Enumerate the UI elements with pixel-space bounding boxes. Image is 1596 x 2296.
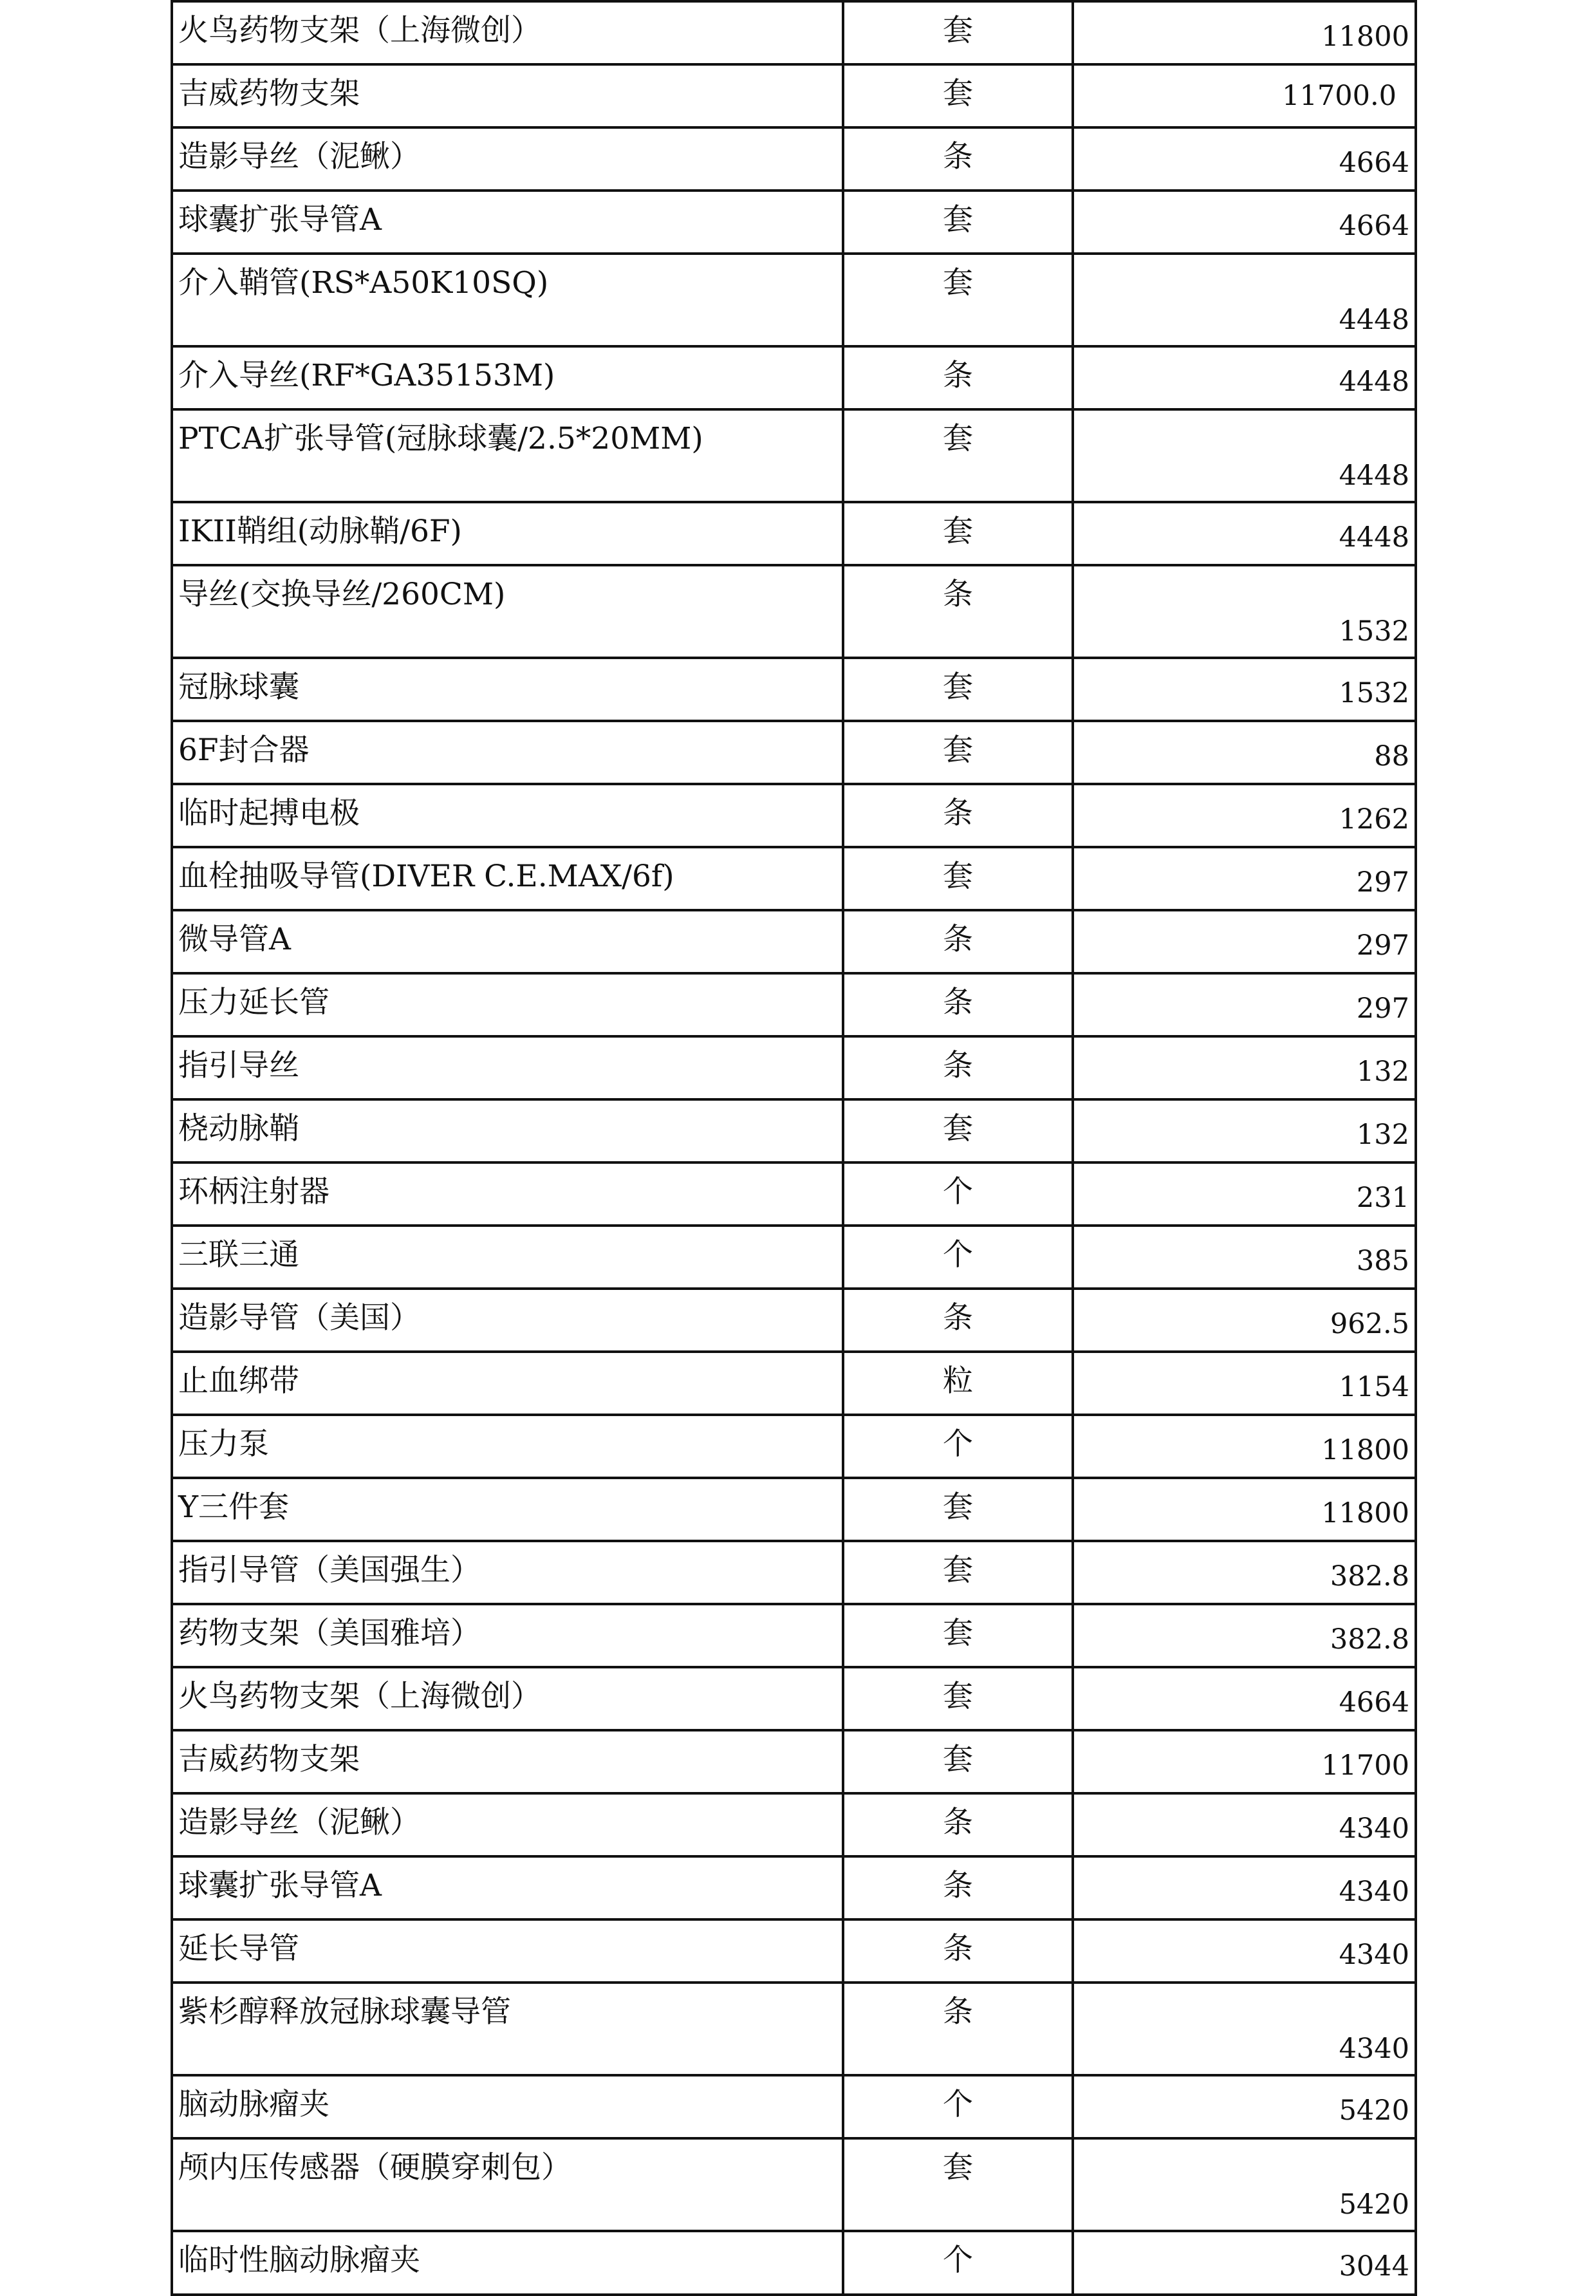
unit-text: 条 — [943, 139, 973, 174]
unit-text: 条 — [943, 1805, 973, 1840]
price-cell — [1073, 1415, 1416, 1478]
item-name-text: 造影导管（美国） — [178, 1300, 420, 1336]
item-name-text: 吉威药物支架 — [178, 1742, 360, 1777]
item-name-text: 介入导丝(RF*GA35153M) — [178, 358, 555, 393]
item-name-cell — [172, 2231, 843, 2295]
unit-text: 套 — [943, 669, 973, 705]
unit-text: 条 — [943, 922, 973, 957]
price-cell — [1073, 502, 1416, 565]
price-text: 382.8 — [1330, 1623, 1409, 1656]
price-text: 962.5 — [1330, 1308, 1409, 1340]
unit-cell — [843, 1793, 1073, 1856]
unit-text: 条 — [943, 796, 973, 831]
item-name-text: 临时起搏电极 — [178, 796, 360, 831]
unit-cell — [843, 1352, 1073, 1415]
unit-text: 个 — [943, 1174, 973, 1209]
unit-cell — [843, 1730, 1073, 1793]
price-cell — [1073, 1856, 1416, 1919]
price-cell — [1073, 565, 1416, 658]
item-name-text: 脑动脉瘤夹 — [178, 2087, 329, 2122]
table-row — [172, 1541, 1416, 1604]
unit-text: 条 — [943, 985, 973, 1020]
price-cell — [1073, 1604, 1416, 1667]
price-text: 4340 — [1339, 1813, 1409, 1845]
price-text: 4448 — [1339, 460, 1409, 492]
price-cell — [1073, 1099, 1416, 1162]
item-name-text: 指引导丝 — [178, 1048, 299, 1083]
unit-text: 套 — [943, 265, 973, 301]
unit-cell — [843, 1036, 1073, 1099]
item-name-text: PTCA扩张导管(冠脉球囊/2.5*20MM) — [178, 421, 703, 456]
item-name-text: 导丝(交换导丝/260CM) — [178, 577, 506, 612]
item-name-cell — [172, 1478, 843, 1541]
unit-cell — [843, 1983, 1073, 2075]
price-text: 88 — [1374, 740, 1409, 772]
table-row — [172, 1099, 1416, 1162]
unit-cell — [843, 1604, 1073, 1667]
item-name-text: 桡动脉鞘 — [178, 1111, 299, 1146]
unit-cell — [843, 127, 1073, 191]
price-cell — [1073, 2138, 1416, 2231]
table-row — [172, 721, 1416, 784]
table-row — [172, 847, 1416, 910]
price-text: 11800 — [1321, 1497, 1409, 1529]
price-cell — [1073, 1289, 1416, 1352]
item-name-cell — [172, 64, 843, 127]
table-row — [172, 2075, 1416, 2138]
unit-text: 套 — [943, 202, 973, 238]
table-row — [172, 1604, 1416, 1667]
unit-text: 套 — [943, 514, 973, 549]
price-cell — [1073, 346, 1416, 409]
unit-cell — [843, 1541, 1073, 1604]
unit-text: 条 — [943, 1931, 973, 1966]
price-cell — [1073, 910, 1416, 973]
price-text: 382.8 — [1330, 1560, 1409, 1592]
unit-cell — [843, 1856, 1073, 1919]
unit-text: 套 — [943, 421, 973, 456]
item-name-text: 血栓抽吸导管(DIVER C.E.MAX/6f) — [178, 859, 674, 894]
unit-cell — [843, 973, 1073, 1036]
price-text: 1532 — [1339, 615, 1409, 648]
price-cell — [1073, 1541, 1416, 1604]
item-name-text: Y三件套 — [178, 1489, 290, 1525]
item-name-text: 压力延长管 — [178, 985, 329, 1020]
price-text: 132 — [1356, 1119, 1409, 1151]
table-row — [172, 1793, 1416, 1856]
unit-text: 个 — [943, 1426, 973, 1462]
price-text: 297 — [1356, 866, 1409, 899]
price-text: 385 — [1356, 1245, 1409, 1277]
item-name-cell — [172, 409, 843, 502]
unit-text: 个 — [943, 2087, 973, 2122]
price-text: 5420 — [1339, 2189, 1409, 2221]
unit-text: 条 — [943, 358, 973, 393]
item-name-text: 临时性脑动脉瘤夹 — [178, 2243, 420, 2278]
unit-cell — [843, 1, 1073, 64]
item-name-cell — [172, 658, 843, 721]
unit-cell — [843, 1162, 1073, 1226]
table-row — [172, 1415, 1416, 1478]
item-name-text: 火鸟药物支架（上海微创） — [178, 13, 541, 48]
unit-text: 套 — [943, 733, 973, 768]
unit-text: 套 — [943, 1616, 973, 1651]
unit-cell — [843, 658, 1073, 721]
unit-cell — [843, 784, 1073, 847]
item-name-cell — [172, 2075, 843, 2138]
unit-text: 条 — [943, 1048, 973, 1083]
price-text: 11800 — [1321, 1434, 1409, 1466]
table-row — [172, 1, 1416, 64]
price-table — [171, 0, 1417, 2296]
price-text: 1532 — [1339, 677, 1409, 709]
item-name-cell — [172, 1352, 843, 1415]
unit-text: 套 — [943, 2150, 973, 2185]
price-text: 1262 — [1339, 803, 1409, 835]
unit-text: 套 — [943, 1553, 973, 1588]
price-cell — [1073, 1667, 1416, 1730]
price-cell — [1073, 847, 1416, 910]
price-cell — [1073, 1162, 1416, 1226]
unit-cell — [843, 254, 1073, 346]
item-name-cell — [172, 2138, 843, 2231]
item-name-cell — [172, 1289, 843, 1352]
table-row — [172, 254, 1416, 346]
table-row — [172, 1983, 1416, 2075]
item-name-text: 冠脉球囊 — [178, 669, 299, 705]
table-row — [172, 1667, 1416, 1730]
table-row — [172, 784, 1416, 847]
price-cell — [1073, 1919, 1416, 1983]
unit-cell — [843, 64, 1073, 127]
item-name-text: 药物支架（美国雅培） — [178, 1616, 481, 1651]
price-cell — [1073, 721, 1416, 784]
table-row — [172, 1036, 1416, 1099]
item-name-cell — [172, 1604, 843, 1667]
item-name-text: 微导管A — [178, 922, 291, 957]
price-text: 297 — [1356, 929, 1409, 962]
price-text: 4340 — [1339, 2033, 1409, 2065]
price-text: 4664 — [1339, 147, 1409, 179]
unit-cell — [843, 1099, 1073, 1162]
item-name-text: 紫杉醇释放冠脉球囊导管 — [178, 1994, 511, 2030]
price-cell — [1073, 64, 1416, 127]
table-row — [172, 658, 1416, 721]
item-name-text: 环柄注射器 — [178, 1174, 329, 1209]
item-name-text: 火鸟药物支架（上海微创） — [178, 1679, 541, 1714]
price-cell — [1073, 973, 1416, 1036]
item-name-cell — [172, 1793, 843, 1856]
unit-text: 套 — [943, 13, 973, 48]
item-name-text: 造影导丝（泥鳅） — [178, 139, 420, 174]
item-name-cell — [172, 1919, 843, 1983]
item-name-cell — [172, 1036, 843, 1099]
item-name-cell — [172, 1541, 843, 1604]
unit-cell — [843, 565, 1073, 658]
table-row — [172, 409, 1416, 502]
item-name-cell — [172, 254, 843, 346]
unit-text: 条 — [943, 577, 973, 612]
unit-text: 套 — [943, 1111, 973, 1146]
unit-text: 条 — [943, 1868, 973, 1903]
unit-cell — [843, 910, 1073, 973]
unit-text: 套 — [943, 859, 973, 894]
unit-cell — [843, 2231, 1073, 2295]
unit-cell — [843, 1415, 1073, 1478]
unit-text: 套 — [943, 1679, 973, 1714]
item-name-cell — [172, 847, 843, 910]
table-row — [172, 973, 1416, 1036]
price-text: 5420 — [1339, 2095, 1409, 2127]
item-name-text: 6F封合器 — [178, 733, 310, 768]
table-row — [172, 64, 1416, 127]
unit-text: 套 — [943, 76, 973, 111]
price-cell — [1073, 254, 1416, 346]
item-name-cell — [172, 721, 843, 784]
unit-cell — [843, 2138, 1073, 2231]
item-name-text: 介入鞘管(RS*A50K10SQ) — [178, 265, 549, 301]
table-row — [172, 346, 1416, 409]
unit-cell — [843, 502, 1073, 565]
unit-cell — [843, 721, 1073, 784]
unit-cell — [843, 1226, 1073, 1289]
table-row — [172, 1919, 1416, 1983]
price-cell — [1073, 2075, 1416, 2138]
unit-text: 条 — [943, 1300, 973, 1336]
table-row — [172, 910, 1416, 973]
price-text: 4448 — [1339, 304, 1409, 336]
price-text: 1154 — [1339, 1371, 1409, 1403]
price-text: 11700 — [1321, 1750, 1409, 1782]
price-text: 4664 — [1339, 210, 1409, 242]
price-text: 11800 — [1321, 21, 1409, 53]
item-name-cell — [172, 127, 843, 191]
table-row — [172, 1289, 1416, 1352]
item-name-text: 颅内压传感器（硬膜穿刺包） — [178, 2150, 571, 2185]
item-name-text: 延长导管 — [178, 1931, 299, 1966]
table-row — [172, 2231, 1416, 2295]
unit-cell — [843, 191, 1073, 254]
price-cell — [1073, 1036, 1416, 1099]
unit-cell — [843, 1919, 1073, 1983]
item-name-text: 指引导管（美国强生） — [178, 1553, 481, 1588]
item-name-cell — [172, 1, 843, 64]
item-name-cell — [172, 1099, 843, 1162]
price-cell — [1073, 1793, 1416, 1856]
unit-cell — [843, 1289, 1073, 1352]
unit-text: 套 — [943, 1489, 973, 1525]
price-cell — [1073, 1352, 1416, 1415]
price-cell — [1073, 409, 1416, 502]
unit-text: 个 — [943, 2243, 973, 2278]
price-cell — [1073, 191, 1416, 254]
item-name-cell — [172, 191, 843, 254]
price-cell — [1073, 1478, 1416, 1541]
price-text: 4340 — [1339, 1939, 1409, 1971]
price-text: 132 — [1356, 1056, 1409, 1088]
item-name-text: 三联三通 — [178, 1237, 299, 1273]
price-cell — [1073, 658, 1416, 721]
item-name-cell — [172, 973, 843, 1036]
item-name-cell — [172, 1730, 843, 1793]
unit-cell — [843, 346, 1073, 409]
item-name-text: 球囊扩张导管A — [178, 1868, 382, 1903]
item-name-text: 止血绑带 — [178, 1363, 299, 1399]
price-cell — [1073, 784, 1416, 847]
price-text: 4664 — [1339, 1686, 1409, 1719]
item-name-cell — [172, 1983, 843, 2075]
table-row — [172, 1856, 1416, 1919]
table-row — [172, 1162, 1416, 1226]
item-name-text: IKII鞘组(动脉鞘/6F) — [178, 514, 462, 549]
item-name-cell — [172, 1415, 843, 1478]
item-name-cell — [172, 784, 843, 847]
table-row — [172, 1352, 1416, 1415]
table-row — [172, 127, 1416, 191]
item-name-cell — [172, 565, 843, 658]
unit-cell — [843, 2075, 1073, 2138]
unit-cell — [843, 1667, 1073, 1730]
item-name-cell — [172, 910, 843, 973]
unit-cell — [843, 847, 1073, 910]
price-text: 4340 — [1339, 1876, 1409, 1908]
item-name-text: 球囊扩张导管A — [178, 202, 382, 238]
table-row — [172, 1226, 1416, 1289]
price-cell — [1073, 1226, 1416, 1289]
table-row — [172, 1478, 1416, 1541]
price-text: 11700.0 — [1282, 80, 1396, 112]
price-text: 4448 — [1339, 366, 1409, 398]
item-name-cell — [172, 1162, 843, 1226]
unit-text: 个 — [943, 1237, 973, 1273]
item-name-cell — [172, 1856, 843, 1919]
item-name-cell — [172, 502, 843, 565]
price-cell — [1073, 127, 1416, 191]
table-row — [172, 565, 1416, 658]
price-text: 231 — [1356, 1182, 1409, 1214]
unit-text: 条 — [943, 1994, 973, 2030]
price-cell — [1073, 1, 1416, 64]
price-cell — [1073, 1983, 1416, 2075]
table-row — [172, 502, 1416, 565]
price-cell — [1073, 2231, 1416, 2295]
unit-cell — [843, 1478, 1073, 1541]
price-cell — [1073, 1730, 1416, 1793]
item-name-cell — [172, 1226, 843, 1289]
price-text: 4448 — [1339, 521, 1409, 554]
table-row — [172, 1730, 1416, 1793]
unit-cell — [843, 409, 1073, 502]
item-name-text: 压力泵 — [178, 1426, 269, 1462]
unit-text: 粒 — [943, 1363, 973, 1399]
item-name-text: 造影导丝（泥鳅） — [178, 1805, 420, 1840]
unit-text: 套 — [943, 1742, 973, 1777]
price-text: 3044 — [1339, 2250, 1409, 2282]
price-text: 297 — [1356, 993, 1409, 1025]
item-name-text: 吉威药物支架 — [178, 76, 360, 111]
table-body — [172, 1, 1416, 2295]
table-row — [172, 2138, 1416, 2231]
table-row — [172, 191, 1416, 254]
item-name-cell — [172, 1667, 843, 1730]
item-name-cell — [172, 346, 843, 409]
